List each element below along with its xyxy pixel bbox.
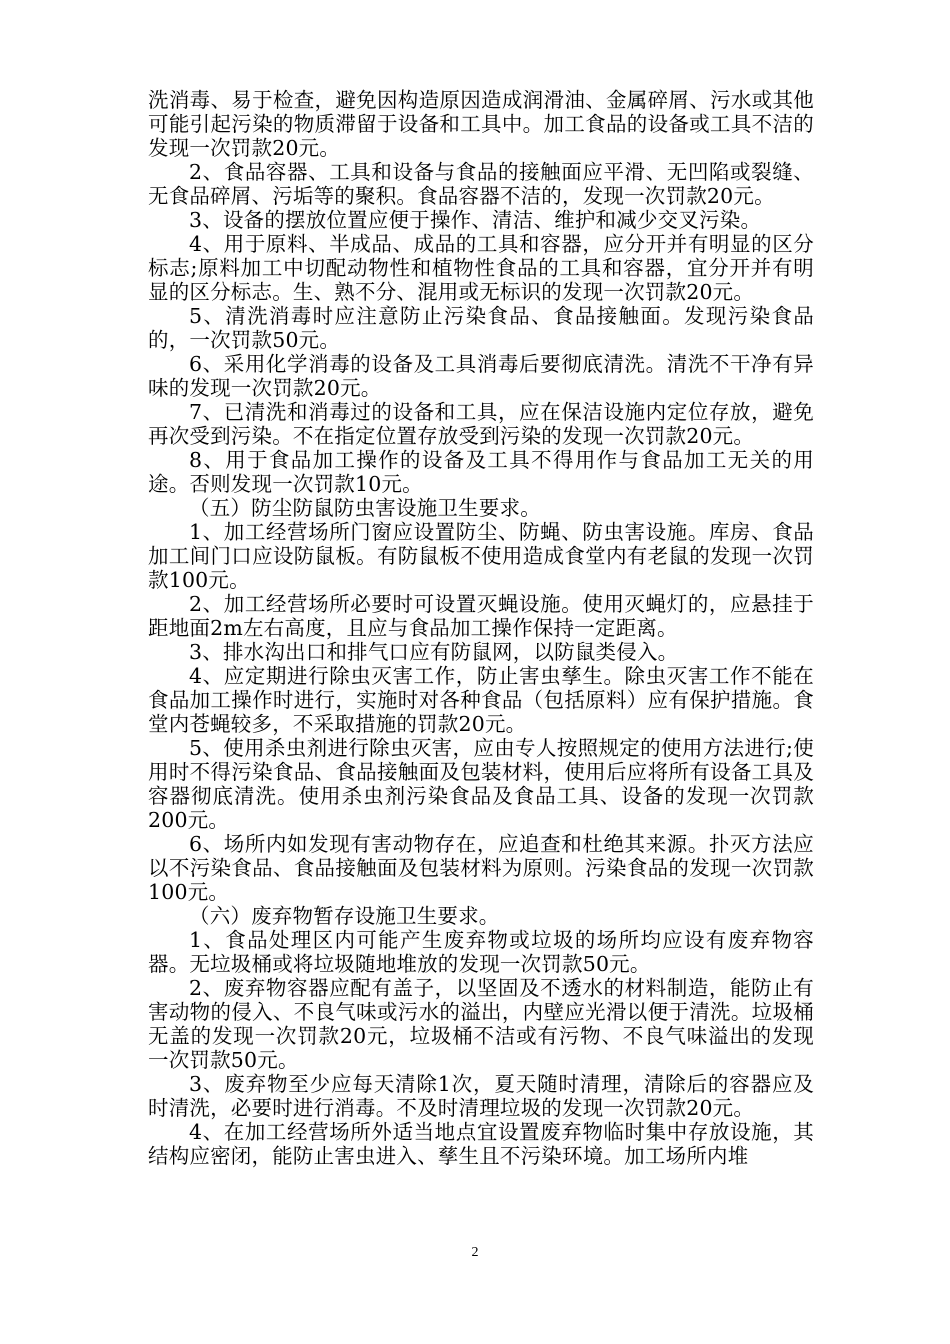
- paragraph: 4、在加工经营场所外适当地点宜设置废弃物临时集中存放设施，其结构应密闭，能防止害虫进入、孳生且不污染环境。加工场所内堆: [148, 1120, 814, 1168]
- paragraph: 2、废弃物容器应配有盖子，以坚固及不透水的材料制造，能防止有害动物的侵入、不良气味或污水的溢出，内壁应光滑以便于清洗。垃圾桶无盖的发现一次罚款20元，垃圾桶不洁或有污物、不良气味溢出的发现一次罚款50元。: [148, 976, 814, 1072]
- paragraph: 2、食品容器、工具和设备与食品的接触面应平滑、无凹陷或裂缝、无食品碎屑、污垢等的聚积。食品容器不洁的，发现一次罚款20元。: [148, 160, 814, 208]
- paragraph: 洗消毒、易于检查，避免因构造原因造成润滑油、金属碎屑、污水或其他可能引起污染的物质滞留于设备和工具中。加工食品的设备或工具不洁的发现一次罚款20元。: [148, 88, 814, 160]
- paragraph: 4、应定期进行除虫灭害工作，防止害虫孳生。除虫灭害工作不能在食品加工操作时进行，实施时对各种食品（包括原料）应有保护措施。食堂内苍蝇较多，不采取措施的罚款20元。: [148, 664, 814, 736]
- paragraph: 3、排水沟出口和排气口应有防鼠网，以防鼠类侵入。: [189, 640, 679, 664]
- paragraph: 1、食品处理区内可能产生废弃物或垃圾的场所均应设有废弃物容器。无垃圾桶或将垃圾随地堆放的发现一次罚款50元。: [148, 928, 814, 976]
- paragraph: 3、设备的摆放位置应便于操作、清洁、维护和减少交叉污染。: [189, 208, 762, 232]
- paragraph: 4、用于原料、半成品、成品的工具和容器，应分开并有明显的区分标志;原料加工中切配动物性和植物性食品的工具和容器，宜分开并有明显的区分标志。生、熟不分、混用或无标识的发现一次罚款20元。: [148, 232, 814, 304]
- paragraph: 5、清洗消毒时应注意防止污染食品、食品接触面。发现污染食品的，一次罚款50元。: [148, 304, 814, 352]
- paragraph: 3、废弃物至少应每天清除1次，夏天随时清理，清除后的容器应及时清洗，必要时进行消毒。不及时清理垃圾的发现一次罚款20元。: [148, 1072, 814, 1120]
- paragraph: 2、加工经营场所必要时可设置灭蝇设施。使用灭蝇灯的，应悬挂于距地面2m左右高度，且应与食品加工操作保持一定距离。: [148, 592, 814, 640]
- paragraph: 5、使用杀虫剂进行除虫灭害，应由专人按照规定的使用方法进行;使用时不得污染食品、食品接触面及包装材料，使用后应将所有设备工具及容器彻底清洗。使用杀虫剂污染食品及食品工具、设备的发现一次罚款200元。: [148, 736, 814, 832]
- section-heading: （六）废弃物暂存设施卫生要求。: [189, 904, 500, 928]
- paragraph: 8、用于食品加工操作的设备及工具不得用作与食品加工无关的用途。否则发现一次罚款10元。: [148, 448, 814, 496]
- document-body: [148, 88, 814, 1168]
- section-heading: （五）防尘防鼠防虫害设施卫生要求。: [189, 496, 541, 520]
- paragraph: 6、场所内如发现有害动物存在，应追查和杜绝其来源。扑灭方法应以不污染食品、食品接触面及包装材料为原则。污染食品的发现一次罚款100元。: [148, 832, 814, 904]
- page-number: 2: [471, 1245, 479, 1260]
- paragraph: 1、加工经营场所门窗应设置防尘、防蝇、防虫害设施。库房、食品加工间门口应设防鼠板。有防鼠板不使用造成食堂内有老鼠的发现一次罚款100元。: [148, 520, 814, 592]
- paragraph: 7、已清洗和消毒过的设备和工具，应在保洁设施内定位存放，避免再次受到污染。不在指定位置存放受到污染的发现一次罚款20元。: [148, 400, 814, 448]
- paragraph: 6、采用化学消毒的设备及工具消毒后要彻底清洗。清洗不干净有异味的发现一次罚款20元。: [148, 352, 814, 400]
